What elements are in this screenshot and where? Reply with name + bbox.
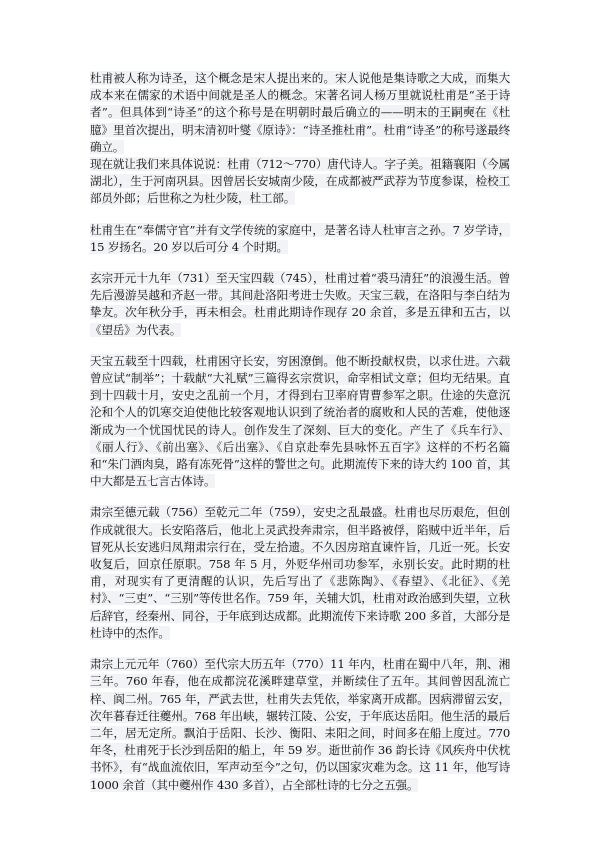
paragraph-text: 肃宗上元元年（760）至代宗大历五年（770）11 年内，杜甫在蜀中八年，荆、湘三年。760 年春，他在成都浣花溪畔建草堂，并断续住了五年。其间曾因乱流亡梓、阆二州。765 年，严武去世，杜甫失去凭依，举家离开成都。因病滞留云安，次年暮春迁往夔州。768 年出峡，辗转江陵、公安，于年底达岳阳。他生活的最后二年，居无定所。飘泊于岳阳、长沙、衡阳、耒阳之间，时间多在船上度过。770 年冬，杜甫死于长沙到岳阳的船上，年 59 岁。逝世前作 36 韵长诗《风疾舟中伏枕书怀》，有“战血流依旧，军声动至今”之句，仍以国家灾难为念。这 11 年，他写诗 1000 余首（其中夔州作 430 多首），占全部杜诗的七分之五强。 (90, 657, 510, 792)
paragraph-text: 杜甫被人称为诗圣，这个概念是宋人提出来的。宋人说他是集诗歌之大成，而集大成本来在儒家的术语中间就是圣人的概念。宋著名词人杨万里就说杜甫是“圣于诗者”。但具体到“诗圣”的这个称号是在明朝时最后确立的——明末的王嗣奭在《杜臆》里首次提出，明末清初叶燮《原诗》：“诗圣推杜甫”。杜甫“诗圣”的称号遂最终确立。 (90, 71, 510, 154)
paragraph-period-1 (90, 270, 510, 339)
paragraph-text: 肃宗至德元载（756）至乾元二年（759），安史之乱最盛。杜甫也尽历艰危，但创作成就很大。长安陷落后，他北上灵武投奔肃宗，但半路被俘，陷贼中近半年，后冒死从长安逃归凤翔肃宗行在，受左拾遗。不久因房琯直谏忤旨，几近一死。长安收复后，回京任原职。758 年 5 月，外贬华州司功参军，永别长安。此时期的杜甫，对现实有了更清醒的认识，先后写出了《悲陈陶》、《春望》、《北征》、《羌村》、“三吏”、“三别”等传世名作。759 年，关辅大饥，杜甫对政治感到失望，立秋后辞官，经秦州、同谷，于年底到达成都。此期流传下来诗歌 200 多首，大部分是杜诗中的杰作。 (90, 505, 510, 640)
paragraph-period-2 (90, 353, 510, 491)
paragraph-text: 玄宗开元十九年（731）至天宝四载（745），杜甫过着“裘马清狂”的浪漫生活。曾先后漫游吴越和齐赵一带。其间赴洛阳考进士失败。天宝三载，在洛阳与李白结为挚友。次年秋分手，再未相会。杜甫此期诗作现存 20 余首，多是五律和五古，以《望岳》为代表。 (90, 271, 510, 337)
paragraph-intro (90, 70, 510, 208)
paragraph-period-4 (90, 656, 510, 794)
paragraph-text: 杜甫生在“奉儒守官”并有文学传统的家庭中，是著名诗人杜审言之孙。7 岁学诗，15 岁扬名。20 岁以后可分 4 个时期。 (90, 222, 510, 254)
article-body (90, 70, 510, 808)
paragraph-text: 天宝五载至十四载，杜甫困守长安，穷困潦倒。他不断投献权贵，以求仕进。六载曾应试“制举”；十载献“大礼赋”三篇得玄宗赏识，命宰相试文章；但均无结果。直到十四载十月，安史之乱前一个月，才得到右卫率府胄曹参军之职。仕途的失意沉沦和个人的饥寒交迫使他比较客观地认识到了统治者的腐败和人民的苦难，使他逐渐成为一个忧国忧民的诗人。创作发生了深刻、巨大的变化。产生了《兵车行》、《丽人行》、《前出塞》、《后出塞》、《自京赴奉先县咏怀五百字》这样的不朽名篇和“朱门酒肉臭，路有冻死骨”这样的警世之句。此期流传下来的诗大约 100 首，其中大都是五七言古体诗。 (90, 353, 510, 489)
paragraph-family (90, 222, 510, 256)
paragraph-period-3 (90, 504, 510, 642)
paragraph-text: 现在就让我们来具体说说：杜甫（712～770）唐代诗人。字子美。祖籍襄阳（今属湖北），生于河南巩县。因曾居长安城南少陵，在成都被严武荐为节度参谋，检校工部员外郎；后世称之为杜少陵，杜工部。 (90, 157, 510, 206)
